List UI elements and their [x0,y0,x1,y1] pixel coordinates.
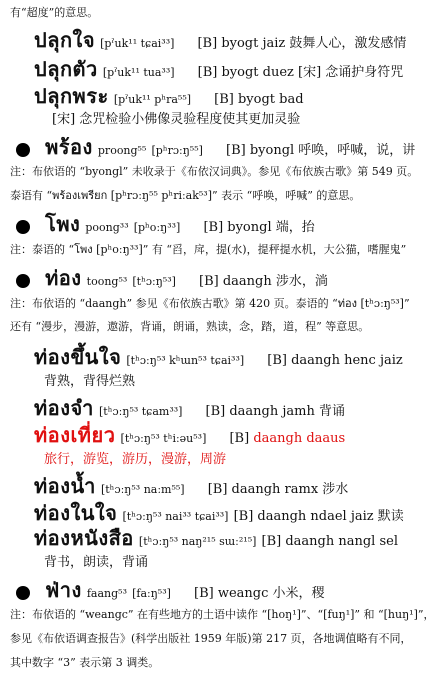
note-line: 其中数字 “3” 表示第 3 调类。 [10,656,160,669]
thai-headword: โพง [45,212,81,236]
bouyei-gloss: [B] weangc 小米，稷 [194,586,325,601]
entry-thong-nangsue [34,522,440,554]
note-line: 注：布依语的 “daangh” 参见《布依族古歌》第 420 页。泰语的 “ท่อง [tʰɔːŋ⁵³]” [10,297,410,310]
bullet-icon [16,274,30,288]
thai-headword: ปลุกใจ [34,28,96,52]
entry-thong-khuen-jai [34,341,440,373]
definition: 背熟，背得烂熟 [44,374,136,389]
thai-headword: ท่อง [45,266,82,290]
entry-phong [16,208,440,240]
continuation-text: 有“超度”的意思。 [10,6,99,19]
bullet-icon [16,586,30,600]
romanization: proong⁵⁵ [97,144,147,157]
bouyei-gloss: [B] daangh nangl sel [261,534,398,549]
romanization: poong³³ [85,221,129,234]
thai-headword: พร้อง [45,135,93,159]
ipa: [pˀuk¹¹ tua³³] [102,66,175,79]
bouyei-gloss: [B] daangh daaus [229,431,346,446]
entry-faang [16,574,440,606]
bouyei-gloss: [B] daangh ndael jaiz 默读 [233,509,404,524]
thai-headword: ปลุกพระ [34,84,109,108]
ipa: [tʰɔːŋ⁵³ tɕam³³] [99,405,183,418]
note-line: 注：布依语的 “byongl” 未收录于《布依汉词典》。参见《布依族古歌》第 549 页。 [10,165,419,178]
romanization: toong⁵³ [86,275,128,288]
ipa: [tʰɔːŋ⁵³ naːm⁵⁵] [100,483,185,496]
definition: 背书，朗读，背诵 [44,555,149,570]
thai-headword: ฟ่าง [45,578,82,602]
entry-pluk-jai [34,24,440,56]
entry-thong [16,262,440,294]
definition: 旅行，游览，游历，漫游，周游 [44,452,227,467]
bouyei-gloss: [B] byogt jaiz 鼓舞人心，激发感情 [197,36,407,51]
ipa: [tʰɔːŋ⁵³] [132,275,176,288]
entry-phrong [16,131,440,163]
ipa: [faːŋ⁵³] [132,587,171,600]
ipa: [pˀuk¹¹ tɕai³³] [100,37,175,50]
thai-headword: ท่องเที่ยว [34,423,116,447]
highlighted-gloss: daangh daaus [253,431,346,446]
note-line: 注：泰语的 “โพง [pʰoːŋ³³]” 有 “舀，戽，提(水)，提秤提水机，大公猫，嗜腥鬼” [10,243,407,256]
thai-headword: ท่องน้ำ [34,474,96,498]
bullet-icon [16,220,30,234]
bouyei-gloss: [B] byogt duez [宋] 念诵护身符咒 [197,65,404,80]
bouyei-gloss: [B] byogt bad [214,92,304,107]
bullet-icon [16,143,30,157]
ipa: [tʰɔːŋ⁵³ nai³³ tɕai³³] [122,510,229,523]
bouyei-gloss: [B] byongl 呼唤，呼喊，说，讲 [226,143,416,158]
note-line: 还有 “漫步，漫游，遨游，背诵，朗诵，熟读，念，踏，道，程” 等意思。 [10,320,370,333]
bouyei-gloss: [B] daangh henc jaiz [267,353,403,368]
bouyei-gloss: [B] byongl 端，抬 [203,220,315,235]
note-line: 注：布依语的 “weangc” 在有些地方的土语中读作 “[hoŋ¹]”、“[fuŋ¹]” 和 “[huŋ¹]”， [10,608,435,621]
ipa: [tʰɔːŋ⁵³ tʰiːəu⁵³] [120,432,207,445]
thai-headword: ท่องขึ้นใจ [34,345,122,369]
thai-headword: ท่องหนังสือ [34,526,134,550]
ipa: [tʰɔːŋ⁵³ naŋ²¹⁵ sɯː²¹⁵] [138,535,257,548]
bouyei-gloss: [B] daangh jamh 背诵 [205,404,345,419]
ipa: [pʰoːŋ³³] [133,221,181,234]
definition: [宋] 念咒检验小佛像灵验程度使其更加灵验 [52,112,301,127]
ipa: [tʰɔːŋ⁵³ kʰɯn⁵³ tɕai³³] [126,354,245,367]
ipa: [pˀuk¹¹ pʰra⁵⁵] [113,93,192,106]
entry-thong-thiao [34,419,440,451]
thai-headword: ปลุกตัว [34,57,98,81]
ipa: [pʰrɔːŋ⁵⁵] [151,144,203,157]
bouyei-gloss: [B] daangh 涉水，淌 [199,274,328,289]
note-line: 泰语有 “พร้องเพรียก [pʰrɔːŋ⁵⁵ pʰriːak⁵³]” 表示 “呼唤，呼喊” 的意思。 [10,189,361,202]
note-line: 参见《布依语调查报告》(科学出版社 1959 年版)第 217 页，各地调值略有不同， [10,632,412,645]
romanization: faang⁵³ [86,587,127,600]
thai-headword: ท่องในใจ [34,501,118,525]
bouyei-gloss: [B] daangh ramx 涉水 [207,482,349,497]
thai-headword: ท่องจำ [34,396,94,420]
